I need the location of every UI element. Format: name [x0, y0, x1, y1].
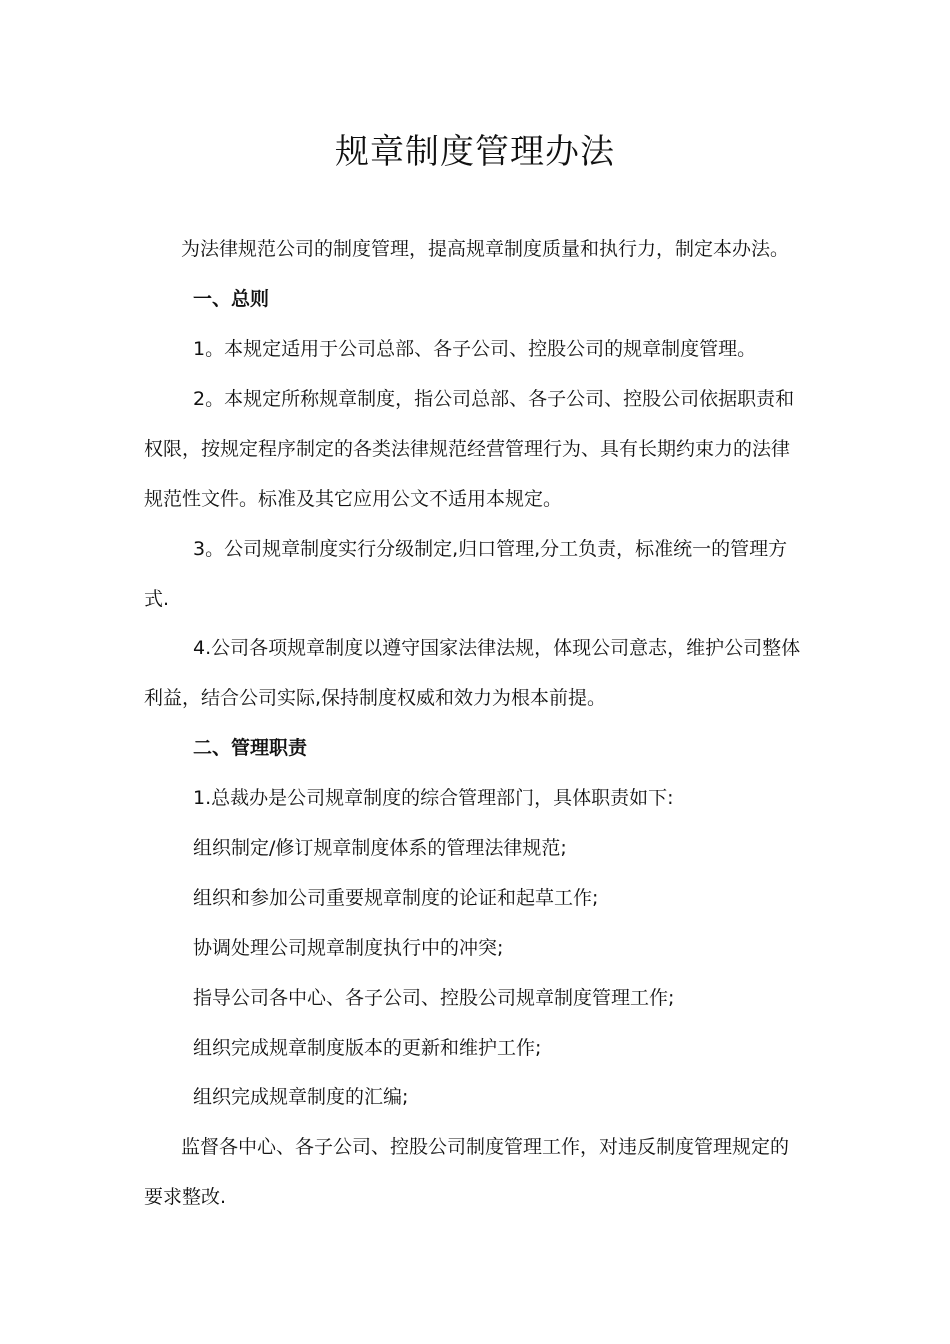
duty-list-item: 组织制定/修订规章制度体系的管理法律规范; — [193, 837, 567, 859]
document-title: 规章制度管理办法 — [335, 132, 615, 172]
general-item-2-line-3: 规范性文件。标准及其它应用公文不适用本规定。 — [144, 488, 563, 510]
general-item-1: 1。本规定适用于公司总部、各子公司、控股公司的规章制度管理。 — [193, 338, 757, 360]
duty-list-item: 指导公司各中心、各子公司、控股公司规章制度管理工作; — [193, 987, 675, 1009]
section-heading-responsibilities: 二、管理职责 — [193, 737, 308, 759]
general-item-2-line-2: 权限，按规定程序制定的各类法律规范经营管理行为、具有长期约束力的法律 — [144, 438, 791, 460]
responsibility-item-1: 1.总裁办是公司规章制度的综合管理部门，具体职责如下: — [193, 787, 674, 809]
general-item-3-line-2: 式. — [144, 588, 170, 610]
duty-list-item: 协调处理公司规章制度执行中的冲突; — [193, 937, 504, 959]
duty-list-item: 组织完成规章制度的汇编; — [193, 1086, 409, 1108]
duty-list-item: 组织和参加公司重要规章制度的论证和起草工作; — [193, 887, 599, 909]
intro-paragraph: 为法律规范公司的制度管理，提高规章制度质量和执行力，制定本办法。 — [181, 238, 790, 260]
section-heading-general: 一、总则 — [193, 288, 270, 310]
general-item-2-line-1: 2。本规定所称规章制度，指公司总部、各子公司、控股公司依据职责和 — [193, 388, 795, 410]
general-item-4-line-2: 利益，结合公司实际,保持制度权威和效力为根本前提。 — [144, 687, 607, 709]
duty-list-item: 组织完成规章制度版本的更新和维护工作; — [193, 1037, 542, 1059]
general-item-3-line-1: 3。公司规章制度实行分级制定,归口管理,分工负责，标准统一的管理方 — [193, 538, 788, 560]
supervision-line-2: 要求整改. — [144, 1186, 227, 1208]
supervision-line-1: 监督各中心、各子公司、控股公司制度管理工作，对违反制度管理规定的 — [181, 1136, 790, 1158]
general-item-4-line-1: 4.公司各项规章制度以遵守国家法律法规，体现公司意志，维护公司整体 — [193, 637, 801, 659]
